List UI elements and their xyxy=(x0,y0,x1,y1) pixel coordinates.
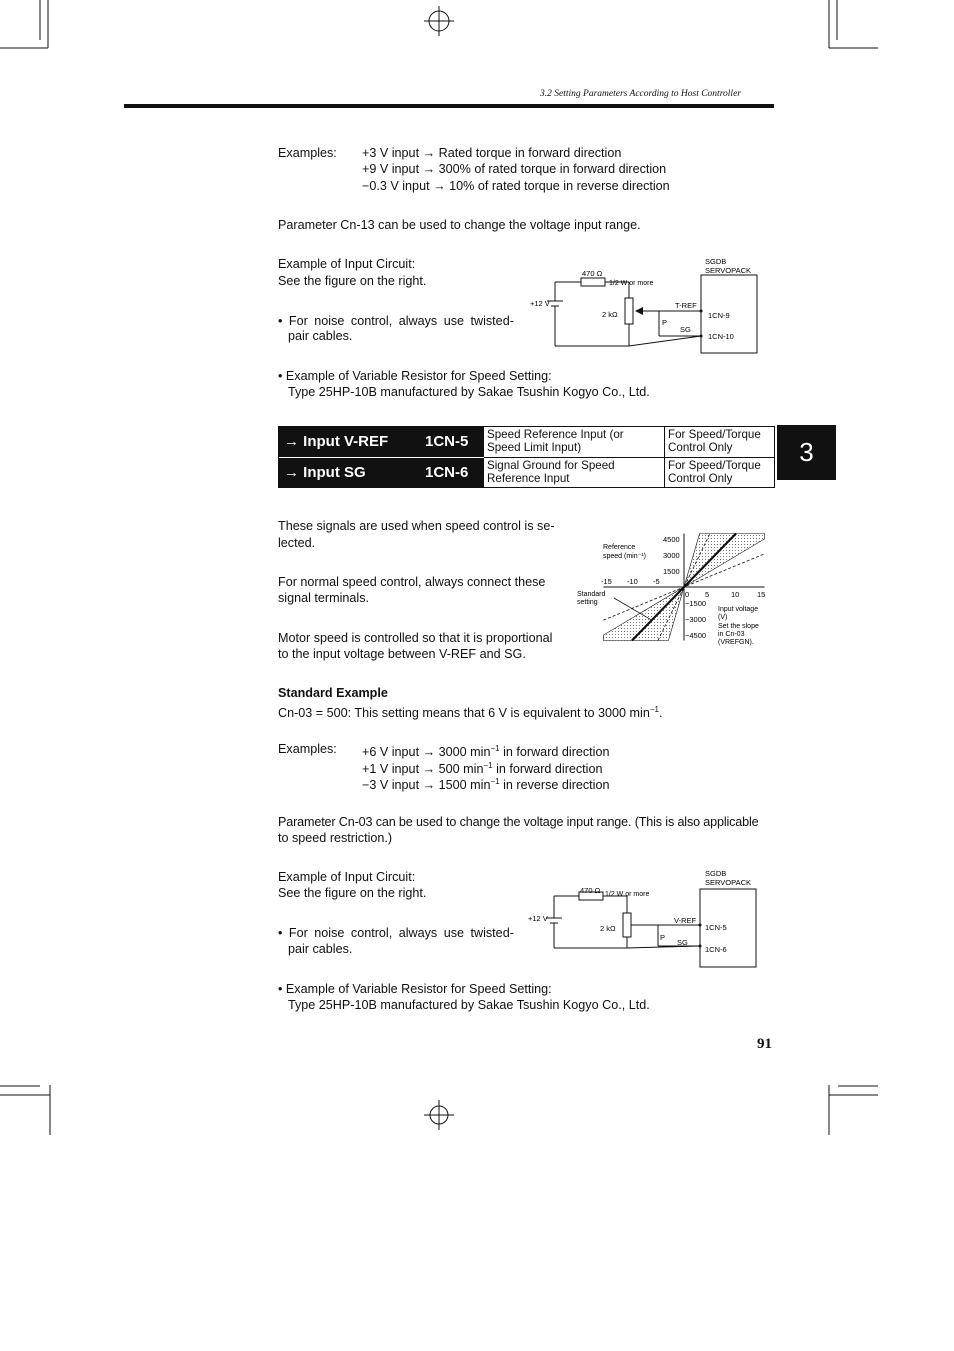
noise-note-1: pair cables. xyxy=(288,329,353,343)
x-tick-label: 10 xyxy=(731,590,740,599)
standard-example-heading: Standard Example xyxy=(278,686,388,700)
y-tick-label: 1500 xyxy=(663,566,680,576)
resistor-470-label: 470 Ω xyxy=(580,886,601,895)
y-tick-label: 3000 xyxy=(663,550,680,560)
y-tick-label: −4500 xyxy=(685,631,707,641)
section-header: 3.2 Setting Parameters According to Host Controller xyxy=(540,89,741,99)
x-axis-label: (V) xyxy=(718,614,728,621)
wattage-label: 1/2 W or more xyxy=(605,891,650,898)
servopack-label: SERVOPACK xyxy=(705,266,751,275)
resistor-note-1: Type 25HP-10B manufactured by Sakae Tsushin Kogyo Co., Ltd. xyxy=(288,385,650,399)
p-label: P xyxy=(662,318,668,327)
sg-label: SG xyxy=(677,938,688,947)
x-tick-label: 5 xyxy=(705,590,710,599)
supply-12v-label: +12 V xyxy=(528,914,548,923)
x-tick-label: -10 xyxy=(627,577,638,586)
x-tick-label: -15 xyxy=(601,577,612,586)
slope-note: Set the slope xyxy=(718,623,759,630)
slope-note: in Cn-03 xyxy=(718,631,745,638)
signal-desc: Speed Reference Input (or Speed Limit Input) xyxy=(487,428,624,454)
slope-note: (VREFGN). xyxy=(718,639,754,646)
standard-setting-label: setting xyxy=(577,599,598,606)
p-label: P xyxy=(660,933,666,942)
circuit-intro-1: See the figure on the right. xyxy=(278,274,427,288)
y-axis-label: Reference xyxy=(603,544,636,551)
x-tick-label: 0 xyxy=(685,590,690,599)
paragraph: These signals are used when speed control is se- xyxy=(278,519,555,533)
input-circuit-diagram-2 xyxy=(522,868,762,973)
signal-table xyxy=(278,426,775,488)
signal-name-cell xyxy=(279,427,484,457)
signal-pin: 1CN-5 xyxy=(425,433,469,450)
paragraph: For normal speed control, always connect these xyxy=(278,575,546,589)
resistor-note-2: • Example of Variable Resistor for Speed Setting: xyxy=(278,982,552,996)
y-tick-label: 4500 xyxy=(663,534,680,544)
ref-signal-label: T-REF xyxy=(675,301,697,310)
servopack-label: SERVOPACK xyxy=(705,878,751,887)
resistor-note-1: • Example of Variable Resistor for Speed Setting: xyxy=(278,369,552,383)
chapter-tab: 3 xyxy=(777,425,836,480)
paragraph: to the input voltage between V-REF and SG. xyxy=(278,647,526,661)
speed-reference-chart xyxy=(570,520,770,660)
resistor-note-2: Type 25HP-10B manufactured by Sakae Tsushin Kogyo Co., Ltd. xyxy=(288,998,650,1012)
signal-mode: For Speed/Torque Control Only xyxy=(668,459,761,485)
header-rule xyxy=(124,104,774,108)
signal-name-cell xyxy=(279,458,484,488)
circuit-intro-2: See the figure on the right. xyxy=(278,886,427,900)
example-line: −0.3 V input → 10% of rated torque in reverse direction xyxy=(362,179,670,193)
signal-desc: Signal Ground for Speed Reference Input xyxy=(487,459,615,485)
signal-mode: For Speed/Torque Control Only xyxy=(668,428,761,454)
pin-label: 1CN-10 xyxy=(708,332,734,341)
table-row xyxy=(279,458,774,488)
x-tick-label: 15 xyxy=(757,590,766,599)
input-circuit-diagram-1 xyxy=(525,255,765,360)
table-row xyxy=(279,427,774,457)
examples-label-2: Examples: xyxy=(278,742,337,756)
x-axis-label: Input voltage xyxy=(718,606,759,613)
example-line: +9 V input → 300% of rated torque in forward direction xyxy=(362,162,667,176)
y-tick-label: −3000 xyxy=(685,615,707,625)
x-tick-label: -5 xyxy=(653,577,660,586)
example-line: +6 V input → 3000 $\min^{-1}$ in forward direction xyxy=(362,744,610,760)
supply-12v-label: +12 V xyxy=(530,299,550,308)
ref-signal-label: V-REF xyxy=(674,916,697,925)
param-note-2: Parameter Cn-03 can be used to change the voltage input range. (This is also applicable xyxy=(278,815,759,829)
signal-pin: 1CN-6 xyxy=(425,464,469,481)
standard-setting-label: Standard xyxy=(577,591,606,598)
circuit-intro-1: Example of Input Circuit: xyxy=(278,257,416,271)
sgdb-label: SGDB xyxy=(705,257,727,266)
adjust-region xyxy=(684,534,765,588)
standard-example-text: Cn-03 = 500: This setting means that 6 V is equivalent to 3000 $\min^{-1}$. xyxy=(278,705,663,721)
pot-2k-label: 2 kΩ xyxy=(602,310,618,319)
standard-setting-leader xyxy=(614,598,652,620)
y-axis-label: speed (min⁻¹) xyxy=(603,553,646,560)
pin-label: 1CN-9 xyxy=(708,311,730,320)
examples-label-1: Examples: xyxy=(278,146,337,160)
table-divider xyxy=(279,457,484,458)
param-note-2: to speed restriction.) xyxy=(278,831,393,845)
example-line: +3 V input → Rated torque in forward direction xyxy=(362,146,622,160)
circuit-intro-2: Example of Input Circuit: xyxy=(278,870,416,884)
sg-label: SG xyxy=(680,325,691,334)
noise-note-2: pair cables. xyxy=(288,942,353,956)
table-divider xyxy=(484,457,774,458)
param-note-1: Parameter Cn-13 can be used to change the voltage input range. xyxy=(278,218,641,232)
sgdb-label: SGDB xyxy=(705,869,727,878)
signal-name: → Input V-REF xyxy=(284,433,389,450)
noise-note-2: • For noise control, always use twisted- xyxy=(278,926,514,940)
pin-label: 1CN-5 xyxy=(705,923,727,932)
example-line: −3 V input → 1500 $\min^{-1}$ in reverse direction xyxy=(362,777,610,793)
page-number: 91 xyxy=(757,1036,772,1052)
paragraph: signal terminals. xyxy=(278,591,369,605)
resistor-470-label: 470 Ω xyxy=(582,269,603,278)
signal-name: → Input SG xyxy=(284,464,366,481)
example-line: +1 V input → 500 $\min^{-1}$ in forward direction xyxy=(362,761,603,777)
adjust-region xyxy=(603,587,684,641)
paragraph: Motor speed is controlled so that it is proportional xyxy=(278,631,553,645)
table-divider xyxy=(664,427,665,487)
wattage-label: 1/2 W or more xyxy=(609,280,654,287)
noise-note-1: • For noise control, always use twisted- xyxy=(278,314,514,328)
y-tick-label: −1500 xyxy=(685,599,707,609)
pin-label: 1CN-6 xyxy=(705,945,727,954)
pot-2k-label: 2 kΩ xyxy=(600,924,616,933)
paragraph: lected. xyxy=(278,536,316,550)
